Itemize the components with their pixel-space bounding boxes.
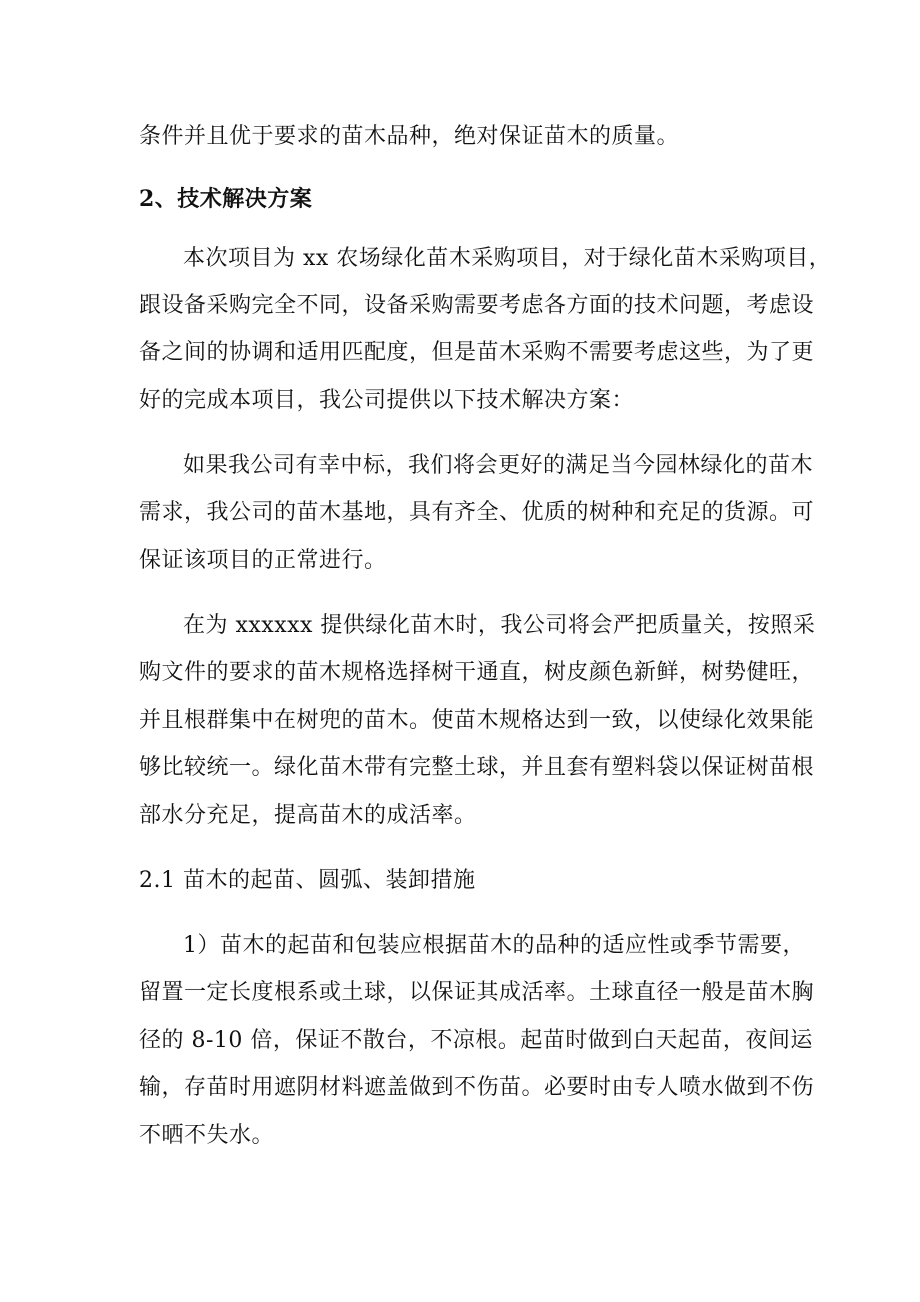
paragraph-line: 如果我公司有幸中标，我们将会更好的满足当今园林绿化的苗木 [183, 453, 814, 478]
paragraph-line: 部水分充足，提高苗木的成活率。 [139, 803, 477, 828]
paragraph-line: 保证该项目的正常进行。 [139, 548, 387, 573]
paragraph-line: 购文件的要求的苗木规格选择树干通直，树皮颜色新鲜，树势健旺， [139, 660, 815, 685]
paragraph-line: 径的 8-10 倍，保证不散台，不凉根。起苗时做到白天起苗，夜间运 [139, 1028, 813, 1053]
paragraph-line: 需求，我公司的苗木基地，具有齐全、优质的树种和充足的货源。可 [139, 500, 815, 525]
subsection-heading: 2.1 苗木的起苗、圆弧、装卸措施 [139, 868, 476, 893]
text-line: 条件并且优于要求的苗木品种，绝对保证苗木的质量。 [139, 124, 680, 149]
paragraph-line: 备之间的协调和适用匹配度，但是苗木采购不需要考虑这些，为了更 [139, 340, 815, 365]
paragraph-line: 并且根群集中在树兜的苗木。使苗木规格达到一致，以使绿化效果能 [139, 708, 815, 733]
paragraph-line: 输，存苗时用遮阴材料遮盖做到不伤苗。必要时由专人喷水做到不伤 [139, 1075, 815, 1100]
paragraph-line: 本次项目为 xx 农场绿化苗木采购项目，对于绿化苗木采购项目， [183, 246, 832, 271]
paragraph-line: 不晒不失水。 [139, 1123, 275, 1148]
paragraph-line: 1）苗木的起苗和包装应根据苗木的品种的适应性或季节需要， [183, 933, 805, 958]
paragraph-line: 留置一定长度根系或土球，以保证其成活率。土球直径一般是苗木胸 [139, 980, 815, 1005]
paragraph-line: 好的完成本项目，我公司提供以下技术解决方案： [139, 388, 635, 413]
paragraph-line: 在为 xxxxxx 提供绿化苗木时，我公司将会严把质量关，按照采 [183, 613, 816, 638]
section-heading: 2、技术解决方案 [139, 186, 313, 212]
paragraph-line: 够比较统一。绿化苗木带有完整土球，并且套有塑料袋以保证树苗根 [139, 755, 815, 780]
paragraph-line: 跟设备采购完全不同，设备采购需要考虑各方面的技术问题，考虑设 [139, 293, 815, 318]
